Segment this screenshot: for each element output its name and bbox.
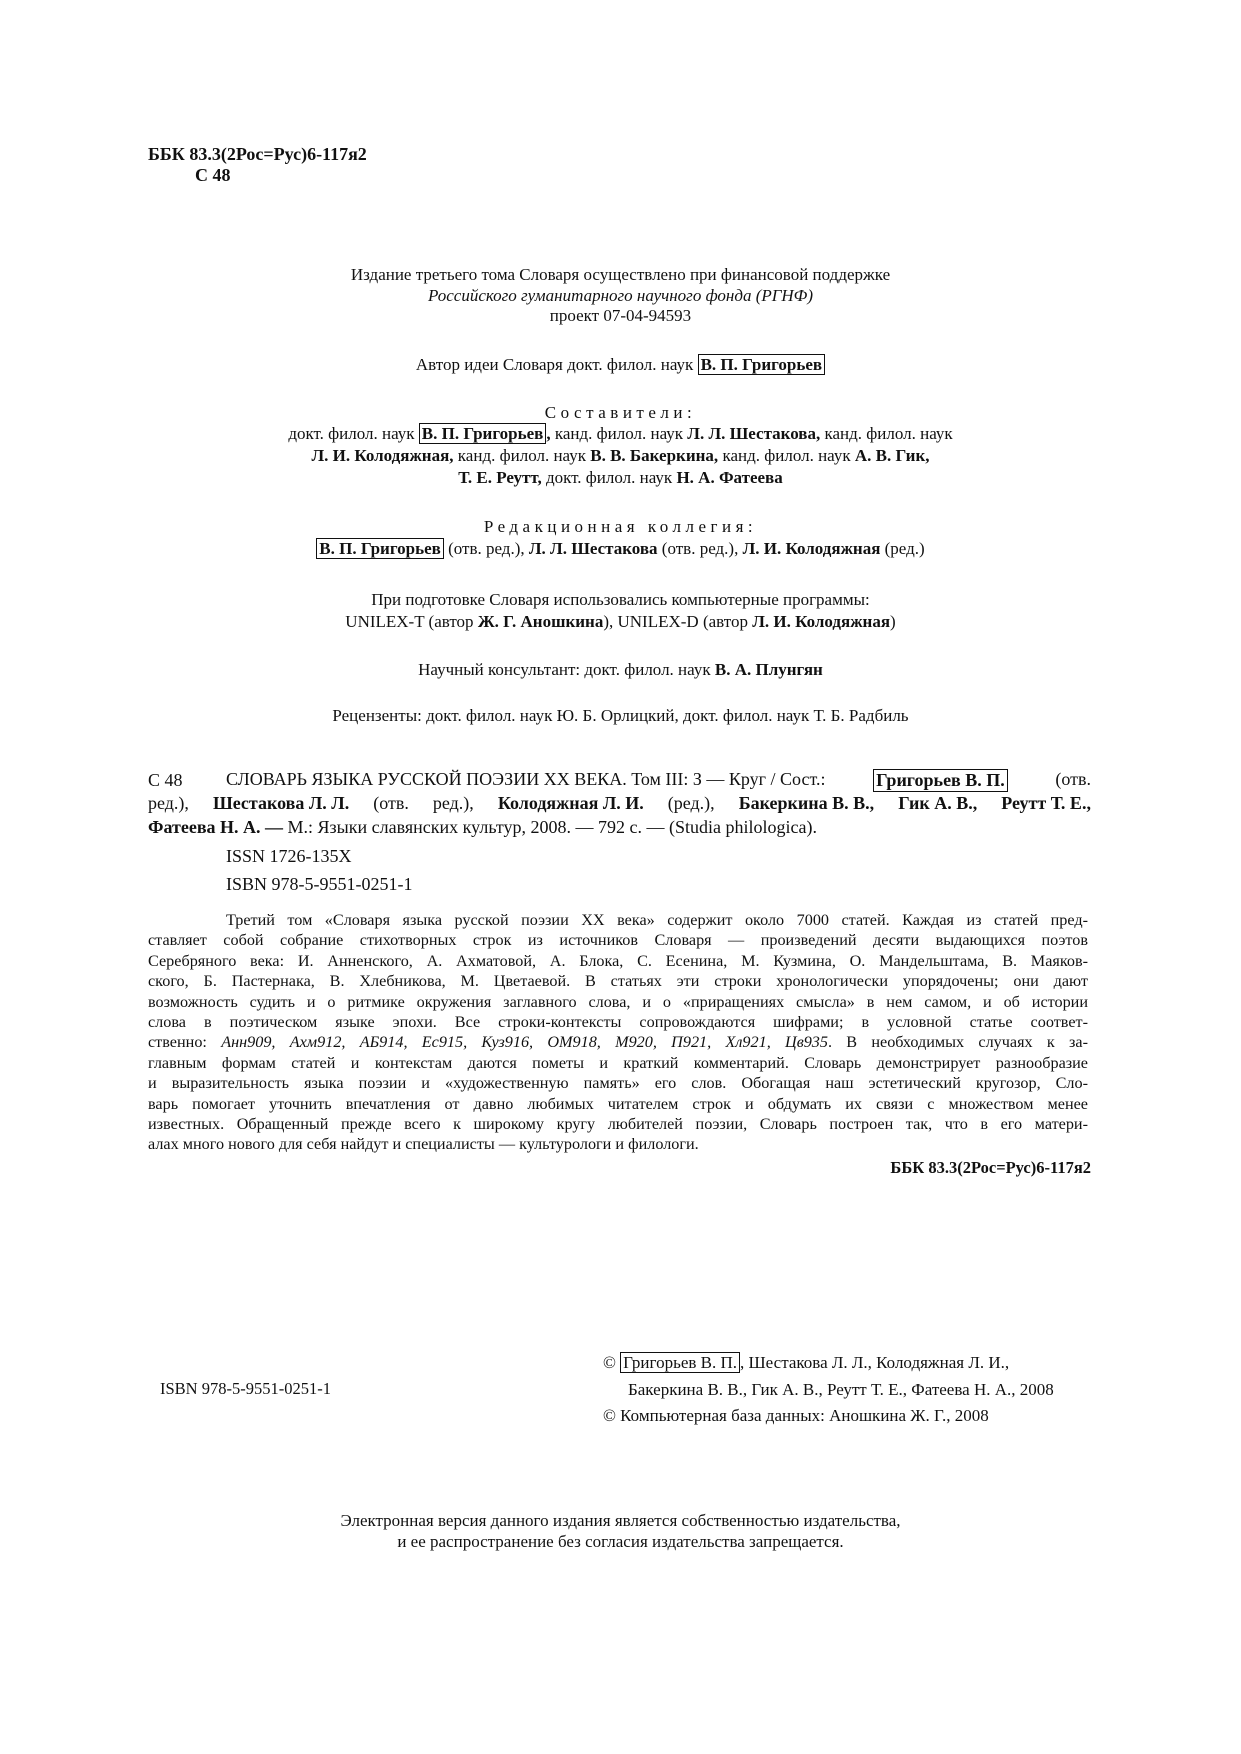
software-author-kolodyazhnaya: Л. И. Колодяжная [752, 612, 891, 631]
compiler-name-kolodyazhnaya: Л. И. Колодяжная, [311, 446, 454, 465]
editor-role: (отв. ред.), [661, 539, 739, 558]
bib-compiler-shestakova: Шестакова Л. Л. [212, 793, 350, 813]
compilers-heading: Составители: [544, 403, 697, 422]
annotation-text: ственно: [148, 1033, 207, 1052]
annotation-row: возможность судить и о ритмике окружения заглавного слова, и о «приращениях смысла» в нем самом, и об истории [148, 992, 1088, 1011]
compiler-name-bakerkina: В. В. Бакеркина, [590, 446, 719, 465]
bib-compiler-reutt: Реутт Т. Е., [1001, 793, 1091, 813]
idea-author-prefix: Автор идеи Словаря докт. филол. наук [415, 355, 694, 374]
funding-line-2: Российского гуманитарного научного фонда (РГНФ) [427, 286, 814, 305]
bib-text: ред.), [432, 793, 474, 813]
annotation-row: Серебряного века: И. Анненского, А. Ахматовой, А. Блока, С. Есенина, М. Кузмина, О. Мандельштама, В. Маяков- [148, 951, 1088, 970]
annotation-row: варь помогает уточнить впечатления от давно любимых читателем строк и обдумать их связи с множеством менее [148, 1094, 1088, 1113]
compiler-name-grigoriev: В. П. Григорьев [419, 423, 547, 444]
annotation-row: и выразительность языка поэзии и «художественную память» его слов. Обогащая наш эстетический кругозор, Сло- [148, 1074, 1088, 1093]
editorial-heading: Редакционная коллегия: [483, 517, 758, 536]
annotation-row: ского, Б. Пастернака, В. Хлебникова, М. Цветаевой. В статьях эти строки хронологически упорядочены; они дают [148, 972, 1088, 991]
editor-role: (отв. ред.), [448, 539, 525, 558]
compilers-sep: , [546, 424, 551, 443]
compilers-line-2 [0, 446, 1241, 466]
bib-compiler-gik: Гик А. В., [898, 793, 978, 813]
annotation-row: слова в поэтическом языке эпохи. Все строки-контексты сопровождаются шифрами; в условной статье соответ- [148, 1013, 1088, 1032]
compiler-name-reutt: Т. Е. Реутт, [458, 468, 542, 487]
compilers-line-3 [0, 468, 1241, 488]
bbk-code: ББК 83.3(2Рос=Рус)6-117я2 [148, 144, 367, 164]
bib-isbn: ISBN 978-5-9551-0251-1 [226, 874, 413, 894]
bib-line-1 [226, 769, 1091, 792]
editor-name-shestakova: Л. Л. Шестакова [528, 539, 658, 558]
software-line-2 [0, 612, 1241, 632]
editor-role: (ред.) [884, 539, 925, 558]
bib-compiler-bakerkina: Бакеркина В. В., [738, 793, 875, 813]
compilers-text: канд. филол. наук [722, 446, 851, 465]
bib-publisher: М.: Языки славянских культур, 2008. — 792 с. — (Studia philologica). [287, 817, 817, 837]
bib-text: (отв. [1055, 769, 1091, 789]
bib-compiler-grigoriev: Григорьев В. П. [873, 769, 1008, 792]
software-text: UNILEX-T (автор [345, 612, 474, 631]
annotation-text: . В необходимых случаях к за- [828, 1033, 1088, 1052]
annotation [148, 910, 1088, 1155]
idea-author-name: В. П. Григорьев [698, 354, 826, 375]
annotation-row: Третий том «Словаря языка русской поэзии XX века» содержит около 7000 статей. Каждая из статей пред- [226, 911, 1088, 929]
bib-text: (ред.), [667, 793, 715, 813]
editor-name-grigoriev: В. П. Григорьев [316, 538, 444, 559]
notice-line-2: и ее распространение без согласия издательства запрещается. [397, 1532, 844, 1551]
bib-title: СЛОВАРЬ ЯЗЫКА РУССКОЙ ПОЭЗИИ XX ВЕКА. Том III: З — Круг / Сост.: [226, 769, 826, 789]
software-line-1: При подготовке Словаря использовались компьютерные программы: [371, 590, 870, 609]
compilers-text: докт. филол. наук [545, 468, 673, 487]
software-author-anoshkina: Ж. Г. Аношкина [477, 612, 604, 631]
bib-text: (отв. [373, 793, 409, 813]
author-mark: С 48 [195, 165, 231, 185]
compilers-text: канд. филол. наук [457, 446, 586, 465]
annotation-row: главным формам статей и контекстам даются пометы и краткий комментарий. Словарь демонстрирует разнообразие [148, 1053, 1088, 1072]
copyright-symbol: © [603, 1353, 616, 1372]
software-text: ), UNILEX-D (автор [603, 612, 748, 631]
copyright-text: , Шестакова Л. Л., Колодяжная Л. И., [740, 1353, 1010, 1372]
reviewers-line: Рецензенты: докт. филол. наук Ю. Б. Орлицкий, докт. филол. наук Т. Б. Радбиль [332, 706, 909, 725]
copyright-line-2: Бакеркина В. В., Гик А. В., Реутт Т. Е., Фатеева Н. А., 2008 [628, 1380, 1054, 1399]
compilers-text: докт. филол. наук [288, 424, 415, 443]
bib-compiler-fateeva: Фатеева Н. А. — [148, 817, 284, 837]
bib-mark: С 48 [148, 770, 183, 790]
copyright-line-3: © Компьютерная база данных: Аношкина Ж. Г., 2008 [603, 1406, 989, 1425]
consultant-line [0, 660, 1241, 680]
annotation-bbk: ББК 83.3(2Рос=Рус)6-117я2 [890, 1158, 1091, 1177]
compilers-line-1 [0, 424, 1241, 444]
bib-line-3 [148, 817, 817, 838]
consultant-prefix: Научный консультант: докт. филол. наук [418, 660, 711, 679]
compilers-text: канд. филол. наук [824, 424, 953, 443]
funding-line-1: Издание третьего тома Словаря осуществлено при финансовой поддержке [350, 265, 891, 284]
annotation-row: известных. Обращенный прежде всего к широкому кругу любителей поэзии, Словарь построен так, что в его матери- [148, 1115, 1088, 1134]
compiler-name-gik: А. В. Гик, [854, 446, 930, 465]
idea-author-line [0, 355, 1241, 375]
compiler-name-shestakova: Л. Л. Шестакова, [687, 424, 821, 443]
compilers-text: канд. филол. наук [554, 424, 684, 443]
annotation-source-codes: Анн909, Ахм912, АБ914, Ес915, Куз916, ОМ918, М920, П921, Хл921, Цв935 [221, 1033, 828, 1052]
annotation-row: алах много нового для себя найдут и специалисты — культурологи и филологи. [148, 1135, 699, 1154]
bib-compiler-kolodyazhnaya: Колодяжная Л. И. [497, 793, 644, 813]
bib-line-2 [148, 793, 1091, 814]
annotation-row [148, 1032, 1088, 1052]
copyright-line-1 [603, 1353, 1009, 1373]
editor-name-kolodyazhnaya: Л. И. Колодяжная [742, 539, 881, 558]
consultant-name: В. А. Плунгян [714, 660, 823, 679]
bib-issn: ISSN 1726-135X [226, 846, 352, 866]
bib-text: ред.), [148, 793, 189, 813]
copyright-name-grigoriev: Григорьев В. П. [620, 1352, 740, 1373]
notice-line-1: Электронная версия данного издания является собственностью издательства, [340, 1511, 901, 1530]
compiler-name-fateeva: Н. А. Фатеева [676, 468, 783, 487]
isbn-footer: ISBN 978-5-9551-0251-1 [160, 1379, 331, 1398]
funding-line-3: проект 07-04-94593 [549, 306, 692, 325]
annotation-row: ставляет собой собрание стихотворных строк из источников Словаря — произведений десяти выдающихся поэтов [148, 931, 1088, 950]
editorial-line [0, 539, 1241, 559]
software-text: ) [890, 612, 896, 631]
